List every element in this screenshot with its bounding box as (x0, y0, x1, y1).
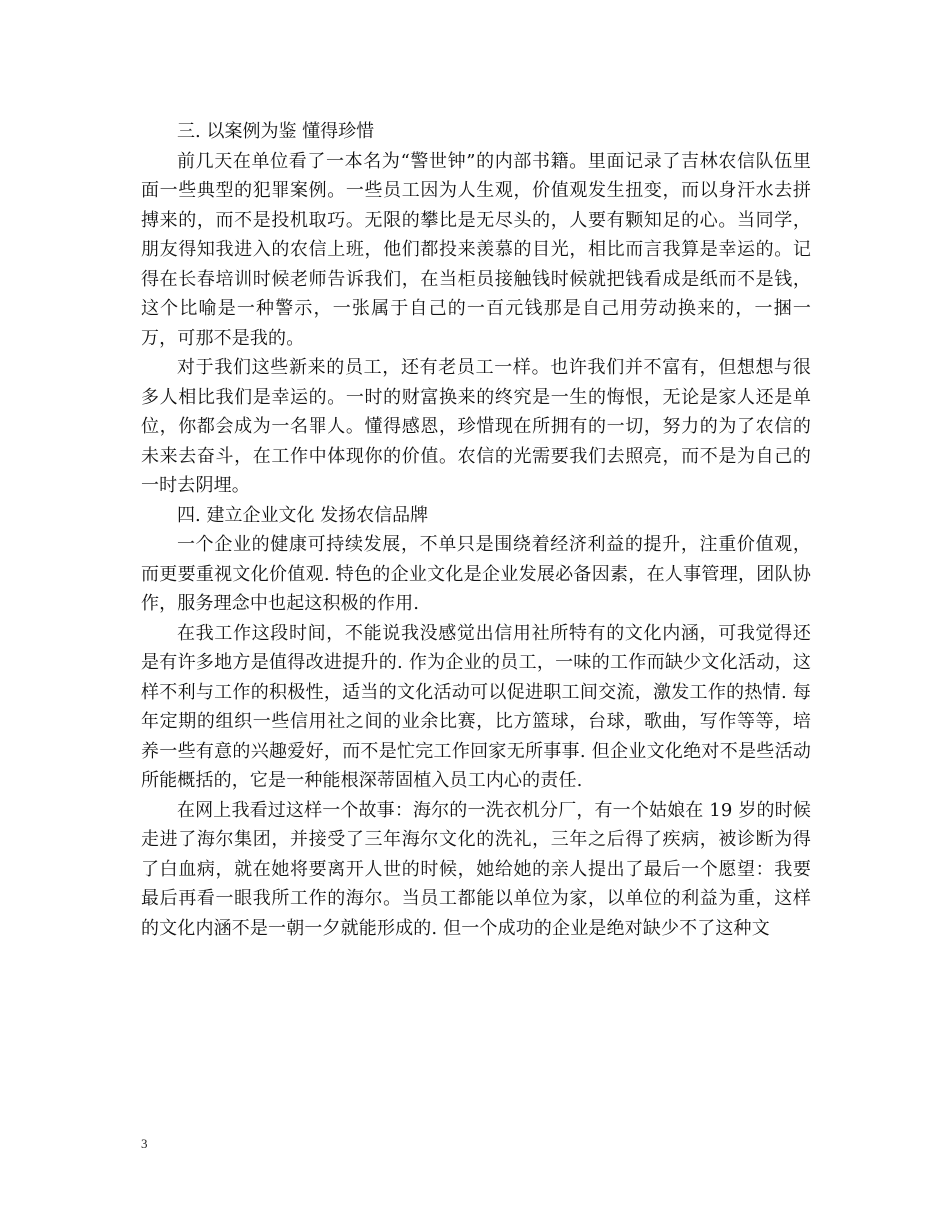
paragraph: 对于我们这些新来的员工，还有老员工一样。也许我们并不富有，但想想与很多人相比我们是幸运的。一时的财富换来的终究是一生的悔恨，无论是家人还是单位，你都会成为一名罪人。懂得感恩，珍惜现在所拥有的一切，努力的为了农信的未来去奋斗，在工作中体现你的价值。农信的光需要我们去照亮，而不是为自己的一时去阴埋。 (141, 357, 811, 496)
paragraph: 在网上我看过这样一个故事：海尔的一洗衣机分厂，有一个姑娘在 19 岁的时候走进了海尔集团，并接受了三年海尔文化的洗礼，三年之后得了疾病，被诊断为得了白血病，就在她将要离开人世的时候，她给她的亲人提出了最后一个愿望：我要最后再看一眼我所工作的海尔。当员工都能以单位为家，以单位的利益为重，这样的文化内涵不是一朝一夕就能形成的. 但一个成功的企业是绝对缺少不了这种文 (141, 799, 811, 939)
page-number: 3 (141, 1136, 148, 1151)
section-heading-4: 四. 建立企业文化 发扬农信品牌 (177, 504, 429, 526)
section-heading-3: 三. 以案例为鉴 懂得珍惜 (177, 121, 375, 142)
paragraph: 在我工作这段时间，不能说我没感觉出信用社所特有的文化内涵，可我觉得还是有许多地方是值得改进提升的. 作为企业的员工，一味的工作而缺少文化活动，这样不利与工作的积极性，适当的文化活动可以促进职工间交流，激发工作的热情. 每年定期的组织一些信用社之间的业余比赛，比方篮球，台球，歌曲，写作等等，培养一些有意的兴趣爱好，而不是忙完工作回家无所事事. 但企业文化绝对不是些活动所能概括的，它是一种能根深蒂固植入员工内心的责任. (141, 622, 811, 791)
page-body (141, 117, 811, 943)
paragraph: 一个企业的健康可持续发展，不单只是围绕着经济利益的提升，注重价值观，而更要重视文化价值观. 特色的企业文化是企业发展必备因素，在人事管理，团队协作，服务理念中也起这积极的作用. (141, 534, 811, 614)
paragraph: 前几天在单位看了一本名为“警世钟”的内部书籍。里面记录了吉林农信队伍里面一些典型的犯罪案例。一些员工因为人生观，价值观发生扭变，而以身汗水去拼搏来的，而不是投机取巧。无限的攀比是无尽头的，人要有颗知足的心。当同学，朋友得知我进入的农信上班，他们都投来羡慕的目光，相比而言我算是幸运的。记得在长春培训时候老师告诉我们，在当柜员接触钱时候就把钱看成是纸而不是钱，这个比喻是一种警示，一张属于自己的一百元钱那是自己用劳动换来的，一捆一万，可那不是我的。 (141, 150, 811, 349)
